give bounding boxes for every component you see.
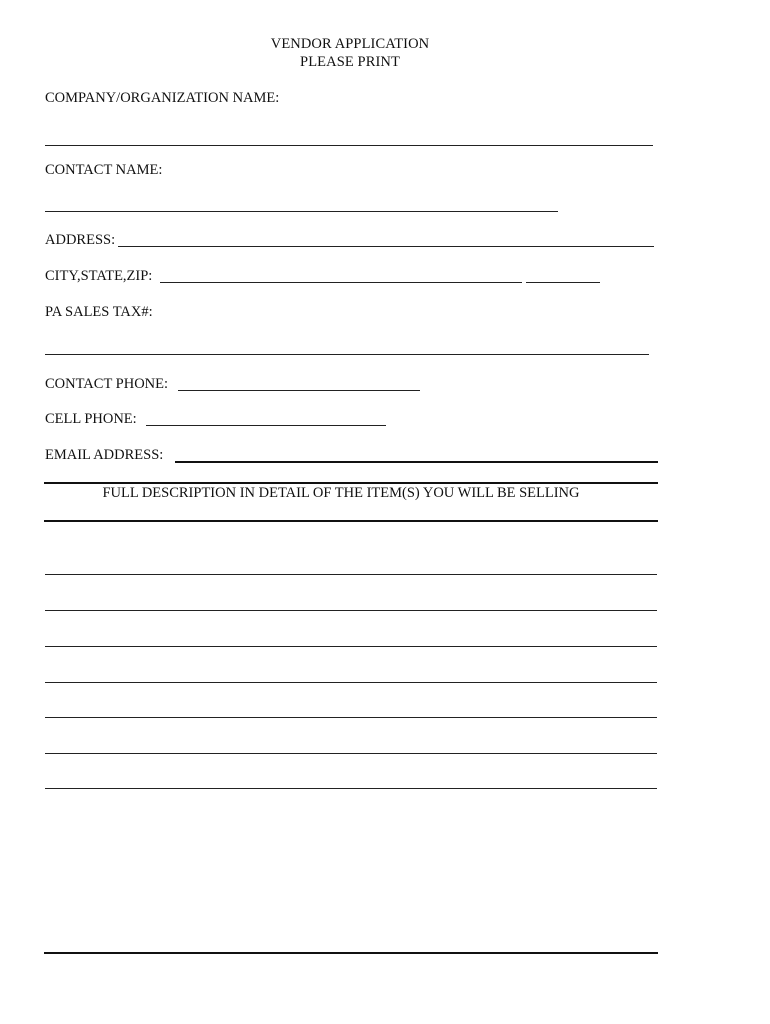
contact-name-line[interactable] xyxy=(45,211,558,212)
form-subtitle: PLEASE PRINT xyxy=(300,54,400,70)
cell-phone-line[interactable] xyxy=(146,425,386,426)
description-line[interactable] xyxy=(45,682,657,683)
description-line[interactable] xyxy=(45,610,657,611)
company-name-line[interactable] xyxy=(45,145,653,146)
address-line[interactable] xyxy=(118,246,654,247)
city-state-zip-label: CITY,STATE,ZIP: xyxy=(45,268,153,284)
company-name-label: COMPANY/ORGANIZATION NAME: xyxy=(45,90,280,106)
description-line[interactable] xyxy=(45,717,657,718)
zip-line[interactable] xyxy=(526,282,600,283)
description-bottom-rule xyxy=(44,520,658,522)
form-title: VENDOR APPLICATION xyxy=(270,36,430,52)
description-line[interactable] xyxy=(45,788,657,789)
description-line[interactable] xyxy=(45,753,657,754)
sales-tax-line[interactable] xyxy=(45,354,649,355)
address-label: ADDRESS: xyxy=(45,232,116,248)
city-state-line[interactable] xyxy=(160,282,522,283)
contact-name-label: CONTACT NAME: xyxy=(45,162,163,178)
description-line[interactable] xyxy=(45,574,657,575)
description-heading: FULL DESCRIPTION IN DETAIL OF THE ITEM(S) YOU WILL BE SELLING xyxy=(102,485,580,501)
contact-phone-label: CONTACT PHONE: xyxy=(45,376,169,392)
cell-phone-label: CELL PHONE: xyxy=(45,411,137,427)
description-top-rule xyxy=(44,482,658,484)
contact-phone-line[interactable] xyxy=(178,390,420,391)
email-label: EMAIL ADDRESS: xyxy=(45,447,164,463)
description-line[interactable] xyxy=(45,646,657,647)
email-line[interactable] xyxy=(175,461,658,463)
sales-tax-label: PA SALES TAX#: xyxy=(45,304,153,320)
page-bottom-rule xyxy=(44,952,658,954)
